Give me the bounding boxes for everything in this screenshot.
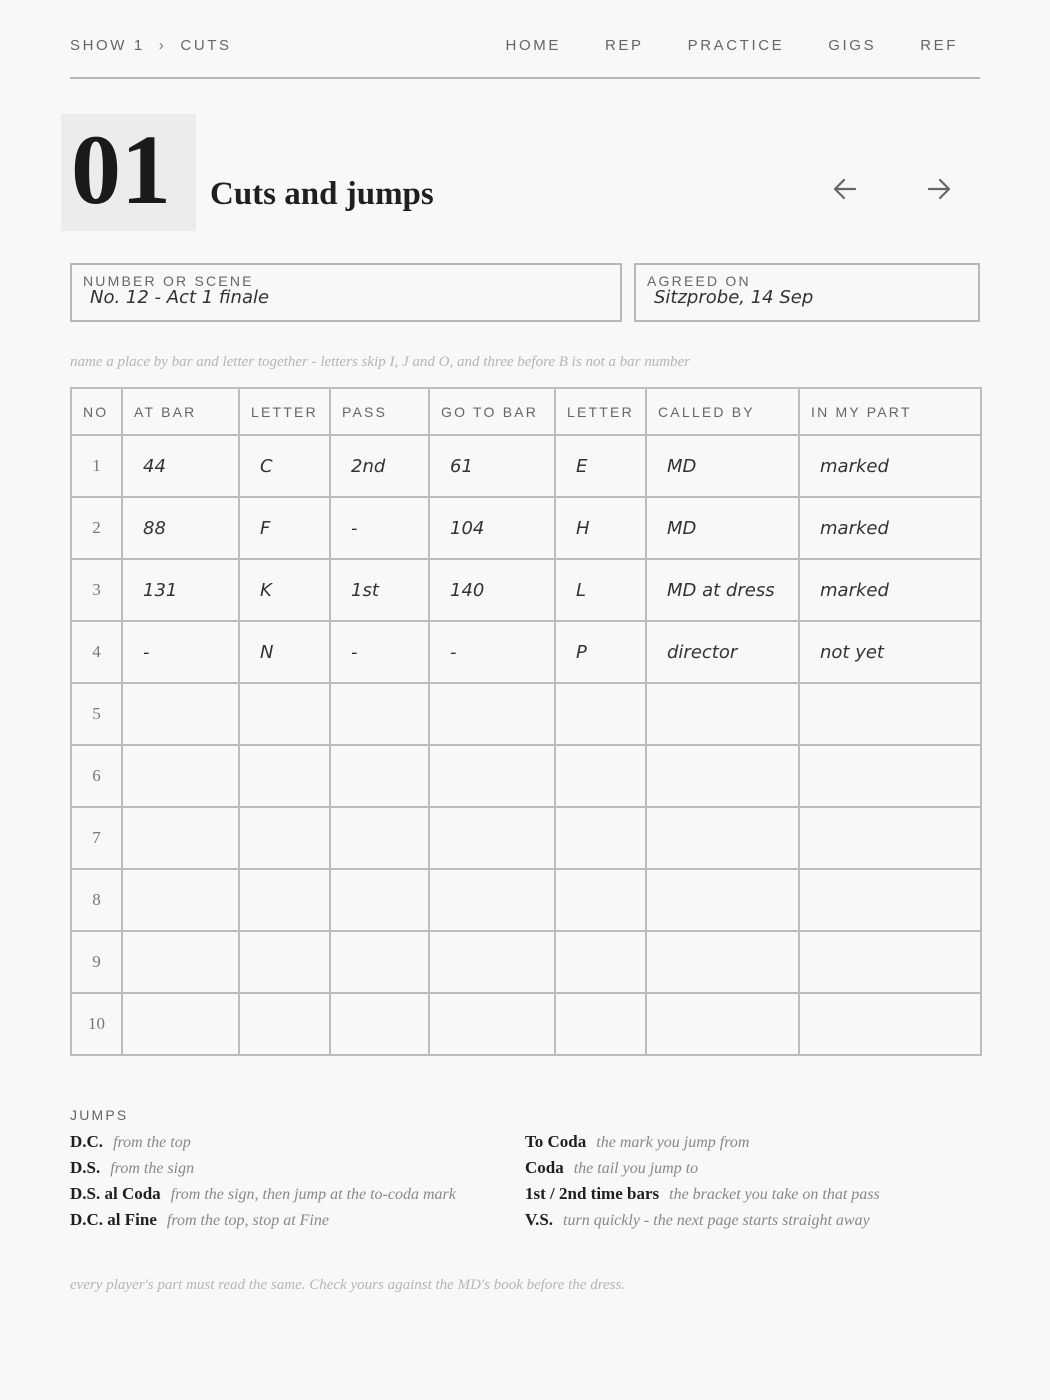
go-letter-cell[interactable]: E bbox=[555, 435, 646, 497]
legend-title: JUMPS bbox=[70, 1107, 129, 1123]
letter-cell[interactable] bbox=[239, 869, 330, 931]
at-bar-cell[interactable] bbox=[122, 683, 239, 745]
at-bar-cell[interactable]: 88 bbox=[122, 497, 239, 559]
col-header-pass: PASS bbox=[330, 388, 429, 435]
col-header-go-letter: LETTER bbox=[555, 388, 646, 435]
table-row bbox=[71, 993, 981, 1055]
legend-right bbox=[525, 1132, 880, 1236]
cuts-table bbox=[70, 387, 982, 1056]
hint-text: name a place by bar and letter together - letters skip I, J and O, and three before B is not a bar number bbox=[70, 354, 691, 370]
agreed-field-value[interactable]: Sitzprobe, 14 Sep bbox=[654, 287, 814, 308]
letter-cell[interactable]: N bbox=[239, 621, 330, 683]
called-by-cell[interactable] bbox=[646, 745, 799, 807]
go-to-bar-cell[interactable] bbox=[429, 683, 555, 745]
in-my-part-cell[interactable] bbox=[799, 869, 981, 931]
letter-cell[interactable] bbox=[239, 807, 330, 869]
legend-term: D.C. bbox=[70, 1132, 104, 1151]
main-nav bbox=[462, 37, 958, 54]
col-header-in-my-part: IN MY PART bbox=[799, 388, 981, 435]
go-letter-cell[interactable] bbox=[555, 931, 646, 993]
legend-term: 1st / 2nd time bars bbox=[525, 1184, 660, 1203]
pass-cell[interactable] bbox=[330, 931, 429, 993]
in-my-part-cell[interactable] bbox=[799, 745, 981, 807]
letter-cell[interactable]: F bbox=[239, 497, 330, 559]
table-row bbox=[71, 931, 981, 993]
legend-desc: the bracket you take on that pass bbox=[669, 1186, 880, 1203]
at-bar-cell[interactable] bbox=[122, 745, 239, 807]
page-number: 01 bbox=[71, 114, 171, 225]
page-number-box bbox=[61, 114, 196, 231]
go-letter-cell[interactable]: H bbox=[555, 497, 646, 559]
legend-desc: from the sign, then jump at the to-coda mark bbox=[170, 1186, 456, 1203]
legend-item bbox=[525, 1158, 880, 1184]
nav-home[interactable]: HOME bbox=[505, 37, 561, 54]
breadcrumb bbox=[70, 37, 232, 54]
row-number: 1 bbox=[71, 435, 122, 497]
row-number: 4 bbox=[71, 621, 122, 683]
at-bar-cell[interactable]: 44 bbox=[122, 435, 239, 497]
legend-term: V.S. bbox=[525, 1210, 554, 1229]
go-letter-cell[interactable] bbox=[555, 993, 646, 1055]
nav-rep[interactable]: REP bbox=[604, 37, 644, 54]
in-my-part-cell[interactable] bbox=[799, 683, 981, 745]
legend-desc: from the top bbox=[113, 1134, 191, 1151]
pass-cell[interactable] bbox=[330, 683, 429, 745]
go-to-bar-cell[interactable] bbox=[429, 869, 555, 931]
at-bar-cell[interactable] bbox=[122, 807, 239, 869]
pass-cell[interactable]: - bbox=[330, 621, 429, 683]
arrow-right-icon[interactable] bbox=[922, 172, 956, 206]
go-to-bar-cell[interactable] bbox=[429, 993, 555, 1055]
legend-desc: from the top, stop at Fine bbox=[166, 1212, 329, 1229]
row-number: 6 bbox=[71, 745, 122, 807]
pass-cell[interactable]: 2nd bbox=[330, 435, 429, 497]
called-by-cell[interactable] bbox=[646, 869, 799, 931]
footnote: every player's part must read the same. Check yours against the MD's book before the dress. bbox=[70, 1277, 626, 1293]
table-row bbox=[71, 559, 981, 621]
table-row bbox=[71, 497, 981, 559]
row-number: 5 bbox=[71, 683, 122, 745]
agreed-field-label: AGREED ON bbox=[647, 273, 751, 289]
in-my-part-cell[interactable] bbox=[799, 993, 981, 1055]
table-header-row bbox=[71, 388, 981, 435]
col-header-no: NO bbox=[71, 388, 122, 435]
row-number: 8 bbox=[71, 869, 122, 931]
legend-term: To Coda bbox=[525, 1132, 587, 1151]
go-to-bar-cell[interactable] bbox=[429, 745, 555, 807]
legend-item bbox=[525, 1210, 880, 1236]
table-row bbox=[71, 745, 981, 807]
legend-desc: turn quickly - the next page starts straight away bbox=[563, 1212, 870, 1229]
in-my-part-cell[interactable]: marked bbox=[799, 497, 981, 559]
table-row bbox=[71, 621, 981, 683]
legend-desc: from the sign bbox=[110, 1160, 195, 1177]
legend-item bbox=[70, 1132, 456, 1158]
legend-item bbox=[70, 1158, 456, 1184]
table-row bbox=[71, 807, 981, 869]
row-number: 10 bbox=[71, 993, 122, 1055]
table-row bbox=[71, 869, 981, 931]
legend-item bbox=[525, 1184, 880, 1210]
letter-cell[interactable] bbox=[239, 931, 330, 993]
at-bar-cell[interactable]: 131 bbox=[122, 559, 239, 621]
in-my-part-cell[interactable]: marked bbox=[799, 435, 981, 497]
go-letter-cell[interactable]: P bbox=[555, 621, 646, 683]
col-header-letter: LETTER bbox=[239, 388, 330, 435]
col-header-called-by: CALLED BY bbox=[646, 388, 799, 435]
called-by-cell[interactable]: MD bbox=[646, 435, 799, 497]
legend-term: Coda bbox=[525, 1158, 564, 1177]
legend-item bbox=[70, 1210, 456, 1236]
col-header-at-bar: AT BAR bbox=[122, 388, 239, 435]
go-to-bar-cell[interactable] bbox=[429, 931, 555, 993]
breadcrumb-separator-icon: › bbox=[158, 37, 167, 54]
arrow-left-icon[interactable] bbox=[828, 172, 862, 206]
go-letter-cell[interactable] bbox=[555, 807, 646, 869]
legend-item bbox=[70, 1184, 456, 1210]
letter-cell[interactable] bbox=[239, 745, 330, 807]
at-bar-cell[interactable]: - bbox=[122, 621, 239, 683]
top-bar bbox=[70, 28, 980, 79]
pass-cell[interactable]: - bbox=[330, 497, 429, 559]
go-to-bar-cell[interactable] bbox=[429, 807, 555, 869]
breadcrumb-parent[interactable]: SHOW 1 bbox=[70, 37, 145, 54]
legend-term: D.C. al Fine bbox=[70, 1210, 157, 1229]
legend-desc: the tail you jump to bbox=[573, 1160, 699, 1177]
row-number: 3 bbox=[71, 559, 122, 621]
called-by-cell[interactable] bbox=[646, 993, 799, 1055]
row-number: 9 bbox=[71, 931, 122, 993]
row-number: 7 bbox=[71, 807, 122, 869]
called-by-cell[interactable]: director bbox=[646, 621, 799, 683]
pass-cell[interactable] bbox=[330, 869, 429, 931]
table-row bbox=[71, 435, 981, 497]
col-header-go-to-bar: GO TO BAR bbox=[429, 388, 555, 435]
at-bar-cell[interactable] bbox=[122, 869, 239, 931]
at-bar-cell[interactable] bbox=[122, 993, 239, 1055]
pass-cell[interactable]: 1st bbox=[330, 559, 429, 621]
go-letter-cell[interactable]: L bbox=[555, 559, 646, 621]
scene-field-value[interactable]: No. 12 - Act 1 finale bbox=[90, 287, 270, 308]
go-letter-cell[interactable] bbox=[555, 683, 646, 745]
scene-field-label: NUMBER OR SCENE bbox=[83, 273, 254, 289]
letter-cell[interactable]: C bbox=[239, 435, 330, 497]
pass-cell[interactable] bbox=[330, 993, 429, 1055]
go-to-bar-cell[interactable]: - bbox=[429, 621, 555, 683]
at-bar-cell[interactable] bbox=[122, 931, 239, 993]
in-my-part-cell[interactable]: marked bbox=[799, 559, 981, 621]
agreed-field[interactable] bbox=[634, 263, 980, 322]
letter-cell[interactable] bbox=[239, 683, 330, 745]
called-by-cell[interactable] bbox=[646, 683, 799, 745]
legend-desc: the mark you jump from bbox=[596, 1134, 750, 1151]
called-by-cell[interactable] bbox=[646, 807, 799, 869]
letter-cell[interactable]: K bbox=[239, 559, 330, 621]
in-my-part-cell[interactable]: not yet bbox=[799, 621, 981, 683]
nav-gigs[interactable]: GIGS bbox=[828, 37, 877, 54]
in-my-part-cell[interactable] bbox=[799, 807, 981, 869]
table-row bbox=[71, 683, 981, 745]
in-my-part-cell[interactable] bbox=[799, 931, 981, 993]
pass-cell[interactable] bbox=[330, 745, 429, 807]
go-letter-cell[interactable] bbox=[555, 869, 646, 931]
row-number: 2 bbox=[71, 497, 122, 559]
go-letter-cell[interactable] bbox=[555, 745, 646, 807]
letter-cell[interactable] bbox=[239, 993, 330, 1055]
scene-field[interactable] bbox=[70, 263, 622, 322]
legend-term: D.S. bbox=[70, 1158, 101, 1177]
go-to-bar-cell[interactable]: 140 bbox=[429, 559, 555, 621]
pass-cell[interactable] bbox=[330, 807, 429, 869]
called-by-cell[interactable] bbox=[646, 931, 799, 993]
page-title: Cuts and jumps bbox=[210, 176, 434, 212]
nav-ref[interactable]: REF bbox=[920, 37, 958, 54]
nav-practice[interactable]: PRACTICE bbox=[687, 37, 785, 54]
legend-left bbox=[70, 1132, 456, 1236]
called-by-cell[interactable]: MD at dress bbox=[646, 559, 799, 621]
legend-term: D.S. al Coda bbox=[70, 1184, 161, 1203]
go-to-bar-cell[interactable]: 104 bbox=[429, 497, 555, 559]
go-to-bar-cell[interactable]: 61 bbox=[429, 435, 555, 497]
legend-item bbox=[525, 1132, 880, 1158]
called-by-cell[interactable]: MD bbox=[646, 497, 799, 559]
breadcrumb-current: CUTS bbox=[180, 37, 232, 54]
